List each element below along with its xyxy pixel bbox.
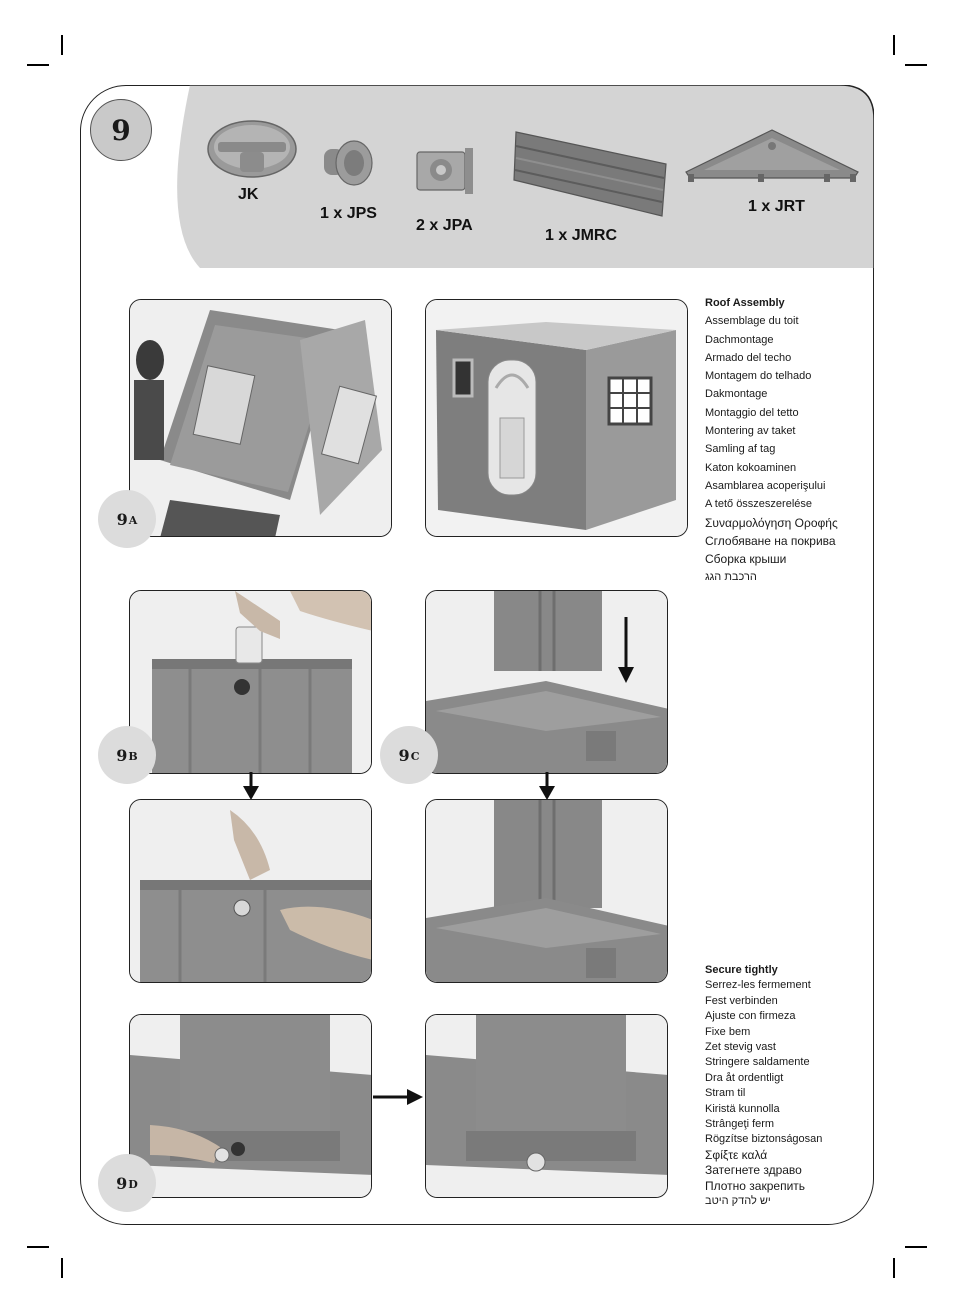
- translation-line: יש להדק היטב: [705, 1195, 771, 1208]
- part-label-jmrc: 1 x JMRC: [545, 227, 618, 244]
- photo-9d-insert-screw: [129, 1014, 372, 1198]
- translation-line: Serrez-les fermement: [705, 979, 811, 992]
- knob-plate-icon: [206, 118, 298, 180]
- substep-badge-9b: 9 B: [98, 726, 156, 784]
- translation-line: Сборка крыши: [705, 552, 787, 567]
- translation-line: Συναρμολόγηση Οροφής: [705, 515, 838, 530]
- photo-9b-press-clip: [129, 799, 372, 983]
- secure-tightly-translations: [705, 963, 822, 1210]
- translation-line: Stringere saldamente: [705, 1056, 810, 1069]
- translation-line: Dachmontage: [705, 333, 774, 346]
- translation-line: Stram til: [705, 1087, 746, 1100]
- arrow-right-icon: [373, 1088, 423, 1106]
- part-label-jpa: 2 x JPA: [416, 217, 473, 234]
- part-label-jps: 1 x JPS: [320, 205, 377, 222]
- screw-peg-icon: [320, 135, 376, 193]
- translation-line: Σφίξτε καλά: [705, 1147, 768, 1162]
- translation-line: Fest verbinden: [705, 994, 778, 1007]
- crop-mark: [905, 1246, 927, 1248]
- translation-line: Roof Assembly: [705, 297, 785, 309]
- roof-panel-icon: [512, 128, 668, 220]
- translation-line: Zet stevig vast: [705, 1041, 776, 1054]
- translation-line: Dakmontage: [705, 388, 768, 401]
- translation-line: Ajuste con firmeza: [705, 1010, 796, 1023]
- photo-9b-insert-clip: [129, 590, 372, 774]
- roof-assembly-translations: [705, 294, 838, 587]
- substep-badge-9c: 9 C: [380, 726, 438, 784]
- translation-line: Asamblarea acoperişului: [705, 479, 826, 492]
- crop-mark: [27, 64, 49, 66]
- roof-truss-icon: [684, 126, 860, 184]
- translation-line: Затегнете здраво: [705, 1163, 802, 1178]
- part-label-jk: JK: [238, 186, 259, 203]
- crop-mark: [893, 1258, 895, 1278]
- translation-line: Katon kokoaminen: [705, 461, 797, 474]
- translation-line: Rögzítse biztonságosan: [705, 1133, 823, 1146]
- photo-9a-lifting-walls: [129, 299, 392, 537]
- crop-mark: [61, 35, 63, 55]
- translation-line: Strângeţi ferm: [705, 1118, 775, 1131]
- translation-line: Fixe bem: [705, 1025, 751, 1038]
- photo-9c-panel-on-truss: [425, 590, 668, 774]
- translation-line: Armado del techo: [705, 351, 792, 364]
- translation-line: A tető összeszerelése: [705, 498, 813, 511]
- photo-9a-assembled-walls: [425, 299, 688, 537]
- crop-mark: [27, 1246, 49, 1248]
- photo-9c-panel-seated: [425, 799, 668, 983]
- substep-badge-9a: 9 A: [98, 490, 156, 548]
- translation-line: Плотно закрепить: [705, 1178, 806, 1193]
- translation-line: Сглобяване на покрива: [705, 533, 836, 548]
- crop-mark: [893, 35, 895, 55]
- crop-mark: [61, 1258, 63, 1278]
- step-number: 9: [90, 99, 152, 161]
- translation-line: Kiristä kunnolla: [705, 1102, 780, 1115]
- translation-line: Samling af tag: [705, 443, 776, 456]
- translation-line: הרכבת הגג: [705, 571, 757, 584]
- arrow-down-icon: [538, 772, 556, 800]
- translation-line: Montering av taket: [705, 425, 796, 438]
- translation-line: Secure tightly: [705, 964, 778, 976]
- translation-line: Dra åt ordentligt: [705, 1071, 784, 1084]
- part-label-jrt: 1 x JRT: [748, 198, 805, 215]
- translation-line: Assemblage du toit: [705, 315, 799, 328]
- arrow-down-icon: [242, 772, 260, 800]
- photo-9d-screw-secured: [425, 1014, 668, 1198]
- translation-line: Montagem do telhado: [705, 370, 812, 383]
- crop-mark: [905, 64, 927, 66]
- substep-badge-9d: 9 D: [98, 1154, 156, 1212]
- clip-bracket-icon: [415, 148, 475, 194]
- translation-line: Montaggio del tetto: [705, 406, 799, 419]
